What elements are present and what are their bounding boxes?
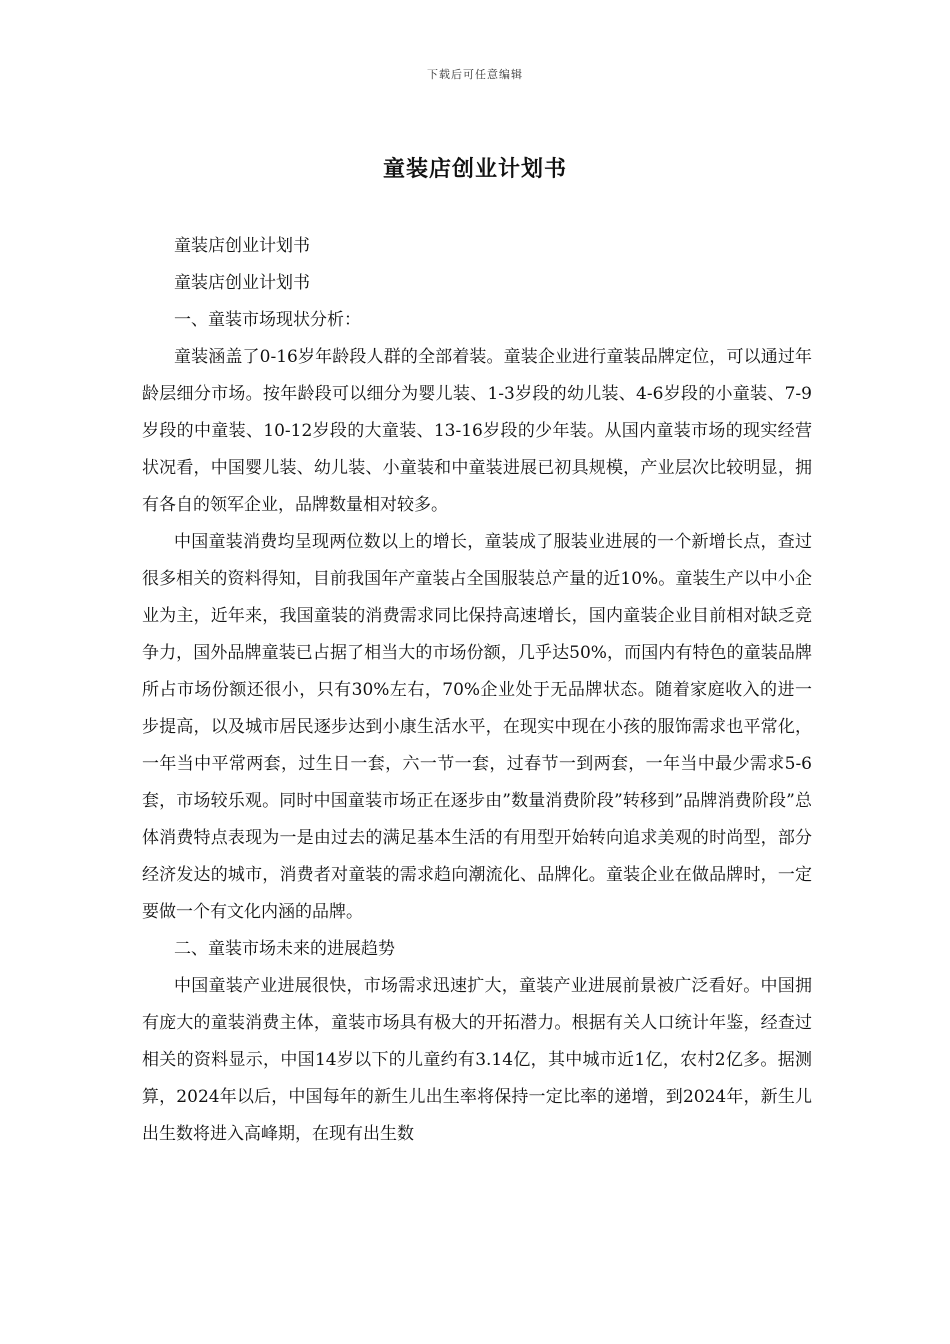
paragraph-market-segmentation: 童装涵盖了0-16岁年龄段人群的全部着装。童装企业进行童装品牌定位，可以通过年龄层细分市场。按年龄段可以细分为婴儿装、1-3岁段的幼儿装、4-6岁段的小童装、7-9岁段的中童装、10-12岁段的大童装、13-16岁段的少年装。从国内童装市场的现实经营状况看，中国婴儿装、幼儿装、小童装和中童装进展已初具规模，产业层次比较明显，拥有各自的领军企业，品牌数量相对较多。 [142, 347, 812, 515]
document-body [142, 228, 812, 1153]
section-heading-1: 一、童装市场现状分析： [174, 310, 361, 330]
header-note: 下载后可任意编辑 [427, 68, 523, 81]
paragraph-subtitle-1: 童装店创业计划书 [174, 236, 310, 256]
paragraph-market-growth: 中国童装消费均呈现两位数以上的增长，童装成了服装业进展的一个新增长点，查过很多相关的资料得知，目前我国年产童装占全国服装总产量的近10%。童装生产以中小企业为主，近年来，我国童装的消费需求同比保持高速增长，国内童装企业目前相对缺乏竞争力，国外品牌童装已占据了相当大的市场份额，几乎达50%，而国内有特色的童装品牌所占市场份额还很小，只有30%左右，70%企业处于无品牌状态。随着家庭收入的进一步提高，以及城市居民逐步达到小康生活水平，在现实中现在小孩的服饰需求也平常化，一年当中平常两套，过生日一套，六一节一套，过春节一到两套，一年当中最少需求5-6套，市场较乐观。同时中国童装市场正在逐步由”数量消费阶段”转移到”品牌消费阶段”总体消费特点表现为一是由过去的满足基本生活的有用型开始转向追求美观的时尚型，部分经济发达的城市，消费者对童装的需求趋向潮流化、品牌化。童装企业在做品牌时，一定要做一个有文化内涵的品牌。 [142, 532, 812, 922]
paragraph-future-trend: 中国童装产业进展很快，市场需求迅速扩大，童装产业进展前景被广泛看好。中国拥有庞大的童装消费主体，童装市场具有极大的开拓潜力。根据有关人口统计年鉴，经查过相关的资料显示，中国14岁以下的儿童约有3.14亿，其中城市近1亿，农村2亿多。据测算，2024年以后，中国每年的新生儿出生率将保持一定比率的递增，到2024年，新生儿出生数将进入高峰期，在现有出生数 [142, 976, 812, 1144]
section-heading-2: 二、童装市场未来的进展趋势 [174, 939, 395, 959]
document-title: 童装店创业计划书 [382, 156, 567, 182]
paragraph-subtitle-2: 童装店创业计划书 [174, 273, 310, 293]
